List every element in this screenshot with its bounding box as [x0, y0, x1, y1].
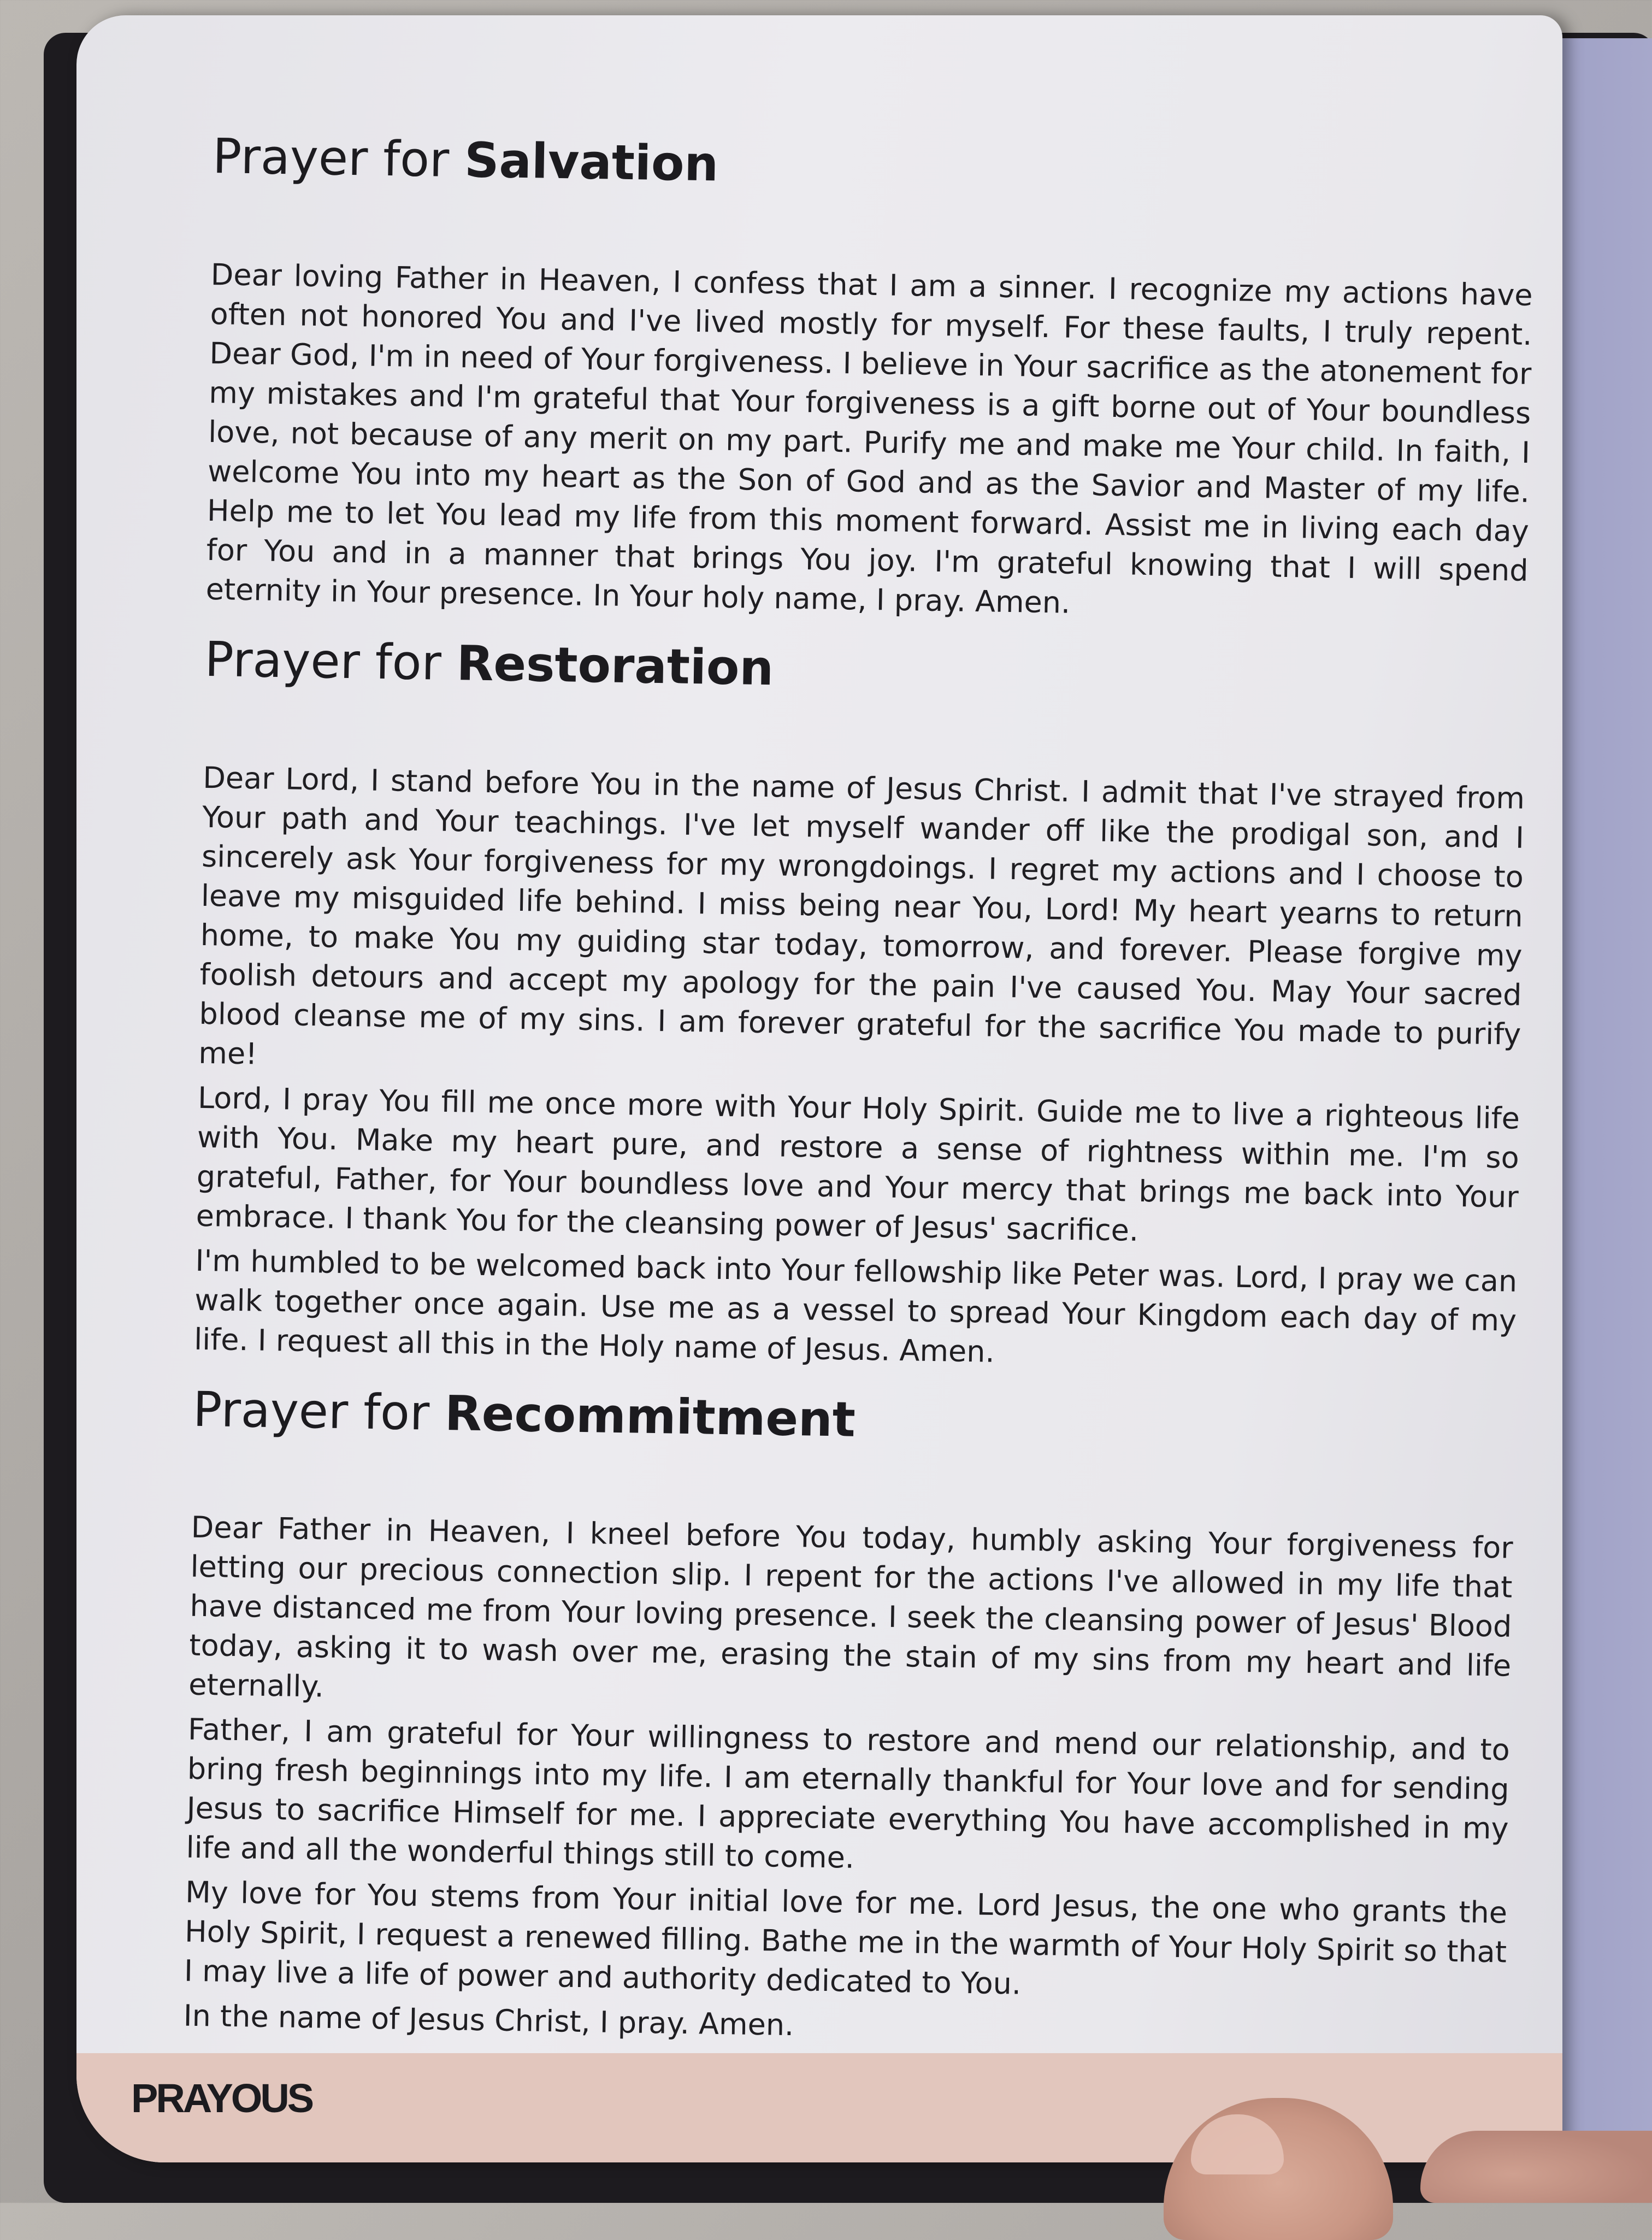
title-keyword: Recommitment [444, 1384, 856, 1448]
prayer-paragraph: Father, I am grateful for Your willingness to restore and mend our relationship, and to bring fresh beginnings into my life. I am eternally thankful for Your love and for sending Jesus to sacrifice Himself for me. I appreciate everything You have accomplished in my life and all the wonderful things still to come. [186, 1712, 1511, 1876]
page-content [183, 130, 1535, 2080]
title-prefix: Prayer for [212, 128, 450, 188]
prayer-paragraph: My love for You stems from Your initial love for me. Lord Jesus, the one who grants the Holy Spirit, I request a renewed filling. Bathe me in the warmth of Your Holy Spirit so that I may live a life of power and authority dedicated to You. [184, 1874, 1508, 2002]
prayer-restoration-section [193, 630, 1527, 1380]
section-title [212, 130, 1535, 204]
prayer-paragraph: Dear loving Father in Heaven, I confess that I am a sinner. I recognize my actions have often not honored You and I've lived mostly for myself. For these faults, I truly repent. Dear God, I'm in need of Your forgiveness. I believe in Your sacrifice as the atonement for my mistakes and I'm grateful that Your forgiveness is a gift borne out of Your boundless love, not because of any merit on my part. Purify me and make me Your child. In faith, I welcome You into my heart as the Son of God and as the Savior and Master of my life. Help me to let You lead my life from this moment forward. Assist me in living each day for You and in a manner that brings You joy. I'm grateful knowing that I will spend eternity in Your presence. In Your holy name, I pray. Amen. [205, 257, 1533, 620]
section-title [204, 630, 1527, 707]
section-title [192, 1383, 1515, 1457]
title-keyword: Restoration [456, 634, 774, 697]
title-prefix: Prayer for [204, 630, 442, 691]
book-page [76, 15, 1562, 2162]
title-prefix: Prayer for [192, 1381, 430, 1441]
prayer-paragraph: Dear Lord, I stand before You in the name of Jesus Christ. I admit that I've strayed from Your path and Your teachings. I've let myself wander off like the prodigal son, and I sincerely ask Your forgiveness for my wrongdoings. I regret my actions and I choose to leave my misguided life behind. I miss being near You, Lord! My heart yearns to return home, to make You my guiding star today, tomorrow, and forever. Please forgive my foolish detours and accept my apology for the pain I've caused You. May Your sacred blood cleanse me of my sins. I am forever grateful for the sacrifice You made to purify me! [198, 760, 1525, 1071]
prayer-paragraph: I'm humbled to be welcomed back into Your fellowship like Peter was. Lord, I pray we can walk together once again. Use me as a vessel to spread Your Kingdom each day of my life. I request all this in the Holy name of Jesus. Amen. [193, 1243, 1518, 1369]
finger [1420, 2131, 1652, 2203]
brand-logo: PRAYOUS [131, 2076, 312, 2121]
prayer-paragraph: In the name of Jesus Christ, I pray. Amen. [183, 1998, 794, 2043]
prayer-paragraph: Dear Father in Heaven, I kneel before You today, humbly asking Your forgiveness for letting our precious connection slip. I repent for the actions I've allowed in my life that have distanced me from Your loving presence. I seek the cleansing power of Jesus' Blood today, asking it to wash over me, erasing the stain of my sins from my heart and life eternally. [188, 1510, 1514, 1704]
prayer-salvation-section [205, 130, 1535, 630]
prayer-recommitment-section [183, 1383, 1515, 2056]
title-keyword: Salvation [464, 132, 719, 192]
prayer-paragraph: Lord, I pray You fill me once more with Your Holy Spirit. Guide me to live a righteous life with You. Make my heart pure, and restore a sense of rightness within me. I'm so grateful, Father, for Your boundless love and Your mercy that brings me back into Your embrace. I thank You for the cleansing power of Jesus' sacrifice. [196, 1080, 1520, 1248]
